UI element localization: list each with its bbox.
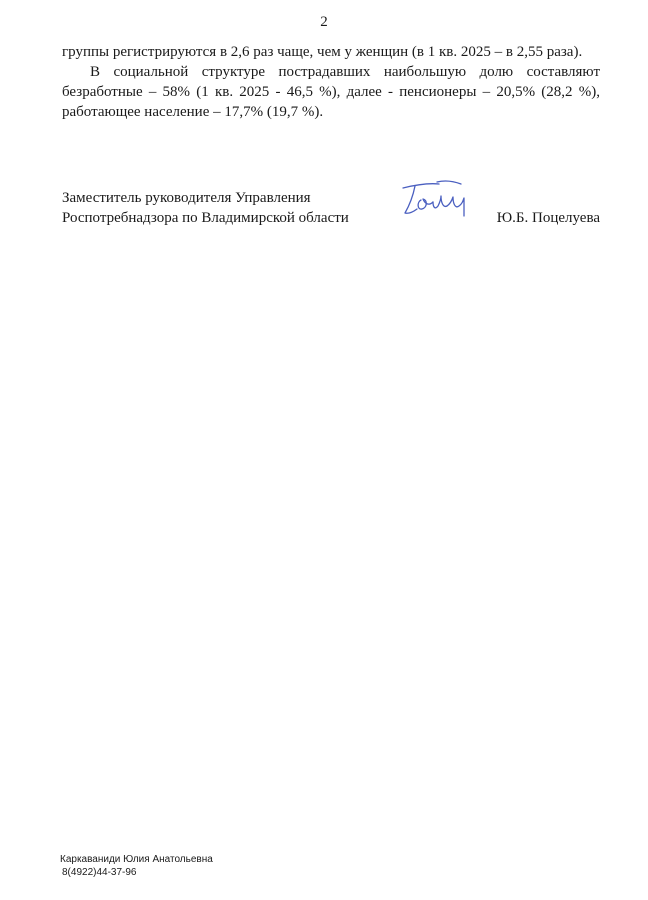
paragraph-social-structure	[62, 62, 600, 122]
paragraph-line: В социальной структуре пострадавших наибольшую долю составляют	[90, 64, 600, 80]
paragraph-line: группы регистрируются в 2,6 раз чаще, чем у женщин (в 1 кв. 2025 – в 2,55	[62, 44, 543, 60]
executor-name: Каркаваниди Юлия Анатольевна	[60, 854, 213, 865]
signatory-organization: Роспотребнадзора по Владимирской области	[62, 210, 349, 226]
signature-strokes	[403, 181, 464, 216]
document-body	[62, 42, 600, 122]
paragraph-gender-ratio	[62, 42, 600, 62]
executor-info	[60, 853, 213, 879]
page-number: 2	[320, 14, 328, 30]
signatory-position: Заместитель руководителя Управления	[62, 190, 311, 206]
paragraph-line: раза).	[546, 44, 583, 60]
executor-phone: 8(4922)44-37-96	[62, 867, 137, 878]
signatory-name: Ю.Б. Поцелуева	[496, 210, 600, 226]
handwritten-signature	[395, 176, 475, 220]
paragraph-line: безработные – 58% (1 кв. 2025 - 46,5 %), далее - пенсионеры – 20,5% (28,2 %),	[62, 84, 600, 100]
paragraph-line: работающее население – 17,7% (19,7 %).	[62, 104, 324, 120]
signature-block	[62, 188, 600, 238]
